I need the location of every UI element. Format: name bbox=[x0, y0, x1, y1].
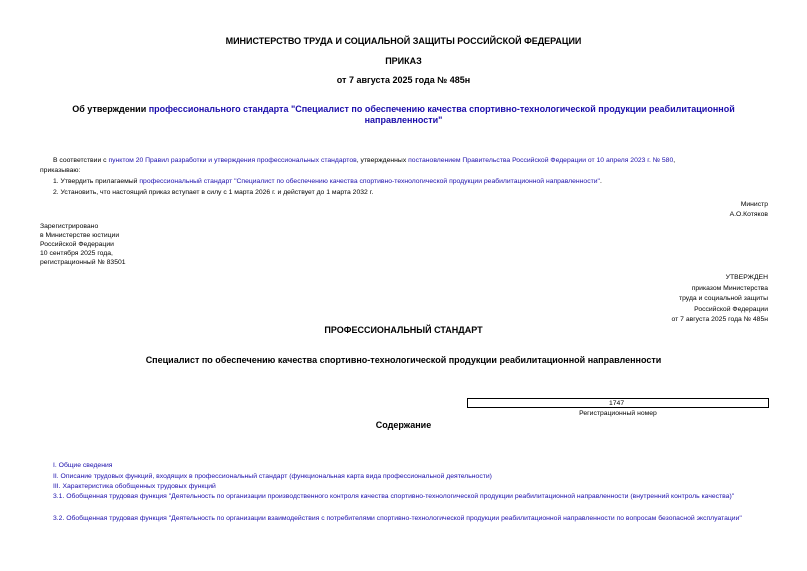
approved-line: приказом Министерства bbox=[691, 284, 768, 292]
toc-item[interactable]: 3.1. Обобщенная трудовая функция "Деятельность по организации производственного контроля качества спортивно-технологической продукции реабилитационной направленности (внутренний контроль качества)" bbox=[53, 493, 735, 500]
subject-prefix: Об утверждении bbox=[72, 104, 149, 114]
item-1-prefix: 1. Утвердить прилагаемый bbox=[53, 178, 140, 185]
standard-name: Специалист по обеспечению качества спортивно-технологической продукции реабилитационной направленности bbox=[145, 355, 662, 365]
reg-number-label: Регистрационный номер bbox=[579, 410, 657, 417]
reg-number: 1747 bbox=[609, 400, 625, 407]
ministry-heading: МИНИСТЕРСТВО ТРУДА И СОЦИАЛЬНОЙ ЗАЩИТЫ РОССИЙСКОЙ ФЕДЕРАЦИИ bbox=[225, 36, 582, 46]
registration-line: Зарегистрировано bbox=[40, 223, 99, 230]
toc-item[interactable]: III. Характеристика обобщенных трудовых функций bbox=[53, 483, 216, 490]
toc-list bbox=[53, 461, 769, 493]
approved-line: от 7 августа 2025 года № 485н bbox=[671, 316, 768, 324]
standard-link[interactable]: профессионального стандарта "Специалист по обеспечению качества спортивно-технологической продукции реабилитационной направленности" bbox=[148, 104, 735, 125]
toc-heading: Содержание bbox=[375, 420, 432, 430]
preamble-paragraph bbox=[40, 156, 770, 165]
order-subject bbox=[70, 104, 737, 126]
registration-line: Российской Федерации bbox=[40, 241, 114, 248]
preamble-suffix: , bbox=[673, 157, 676, 164]
toc-item[interactable]: II. Описание трудовых функций, входящих в профессиональный стандарт (функциональная карта вида профессиональной деятельности) bbox=[53, 472, 492, 480]
item-2: 2. Установить, что настоящий приказ вступает в силу с 1 марта 2026 г. и действует до 1 марта 2032 г. bbox=[53, 189, 374, 196]
signature-name: А.О.Котяков bbox=[729, 211, 768, 218]
signature-title: Министр bbox=[740, 201, 768, 208]
approved-line: Российской Федерации bbox=[694, 305, 768, 313]
rules-link[interactable]: пунктом 20 Правил разработки и утверждения профессиональных стандартов bbox=[108, 157, 357, 164]
preamble-prefix: В соответствии с bbox=[53, 157, 109, 164]
registration-block bbox=[40, 222, 126, 267]
item-1 bbox=[53, 177, 773, 186]
doc-type-heading: ПРИКАЗ bbox=[385, 56, 422, 66]
approved-line: УТВЕРЖДЕН bbox=[725, 274, 768, 281]
item-1-link[interactable]: профессиональный стандарт "Специалист по обеспечению качества спортивно-технологической продукции реабилитационной направленности" bbox=[139, 178, 600, 185]
reg-number-box bbox=[467, 398, 769, 408]
registration-line: 10 сентября 2025 года, bbox=[40, 250, 113, 257]
preamble-mid: , утвержденных bbox=[356, 157, 409, 164]
item-1-suffix: . bbox=[599, 178, 602, 185]
standard-title: ПРОФЕССИОНАЛЬНЫЙ СТАНДАРТ bbox=[324, 325, 483, 335]
registration-line: регистрационный № 83501 bbox=[40, 259, 126, 266]
resolution-link[interactable]: постановлением Правительства Российской Федерации от 10 апреля 2023 г. № 580 bbox=[408, 157, 674, 164]
order-word: приказываю: bbox=[40, 167, 81, 174]
approved-block bbox=[560, 273, 768, 326]
doc-date-number: от 7 августа 2025 года № 485н bbox=[336, 75, 471, 85]
toc-item[interactable]: I. Общие сведения bbox=[53, 462, 113, 469]
approved-line: труда и социальной защиты bbox=[678, 295, 768, 303]
registration-line: в Министерстве юстиции bbox=[40, 232, 120, 239]
toc-item[interactable]: 3.2. Обобщенная трудовая функция "Деятельность по организации взаимодействия с потребителями спортивно-технологической продукции реабилитационной направленности по вопросам безопасной эксплуатации" bbox=[53, 515, 742, 522]
